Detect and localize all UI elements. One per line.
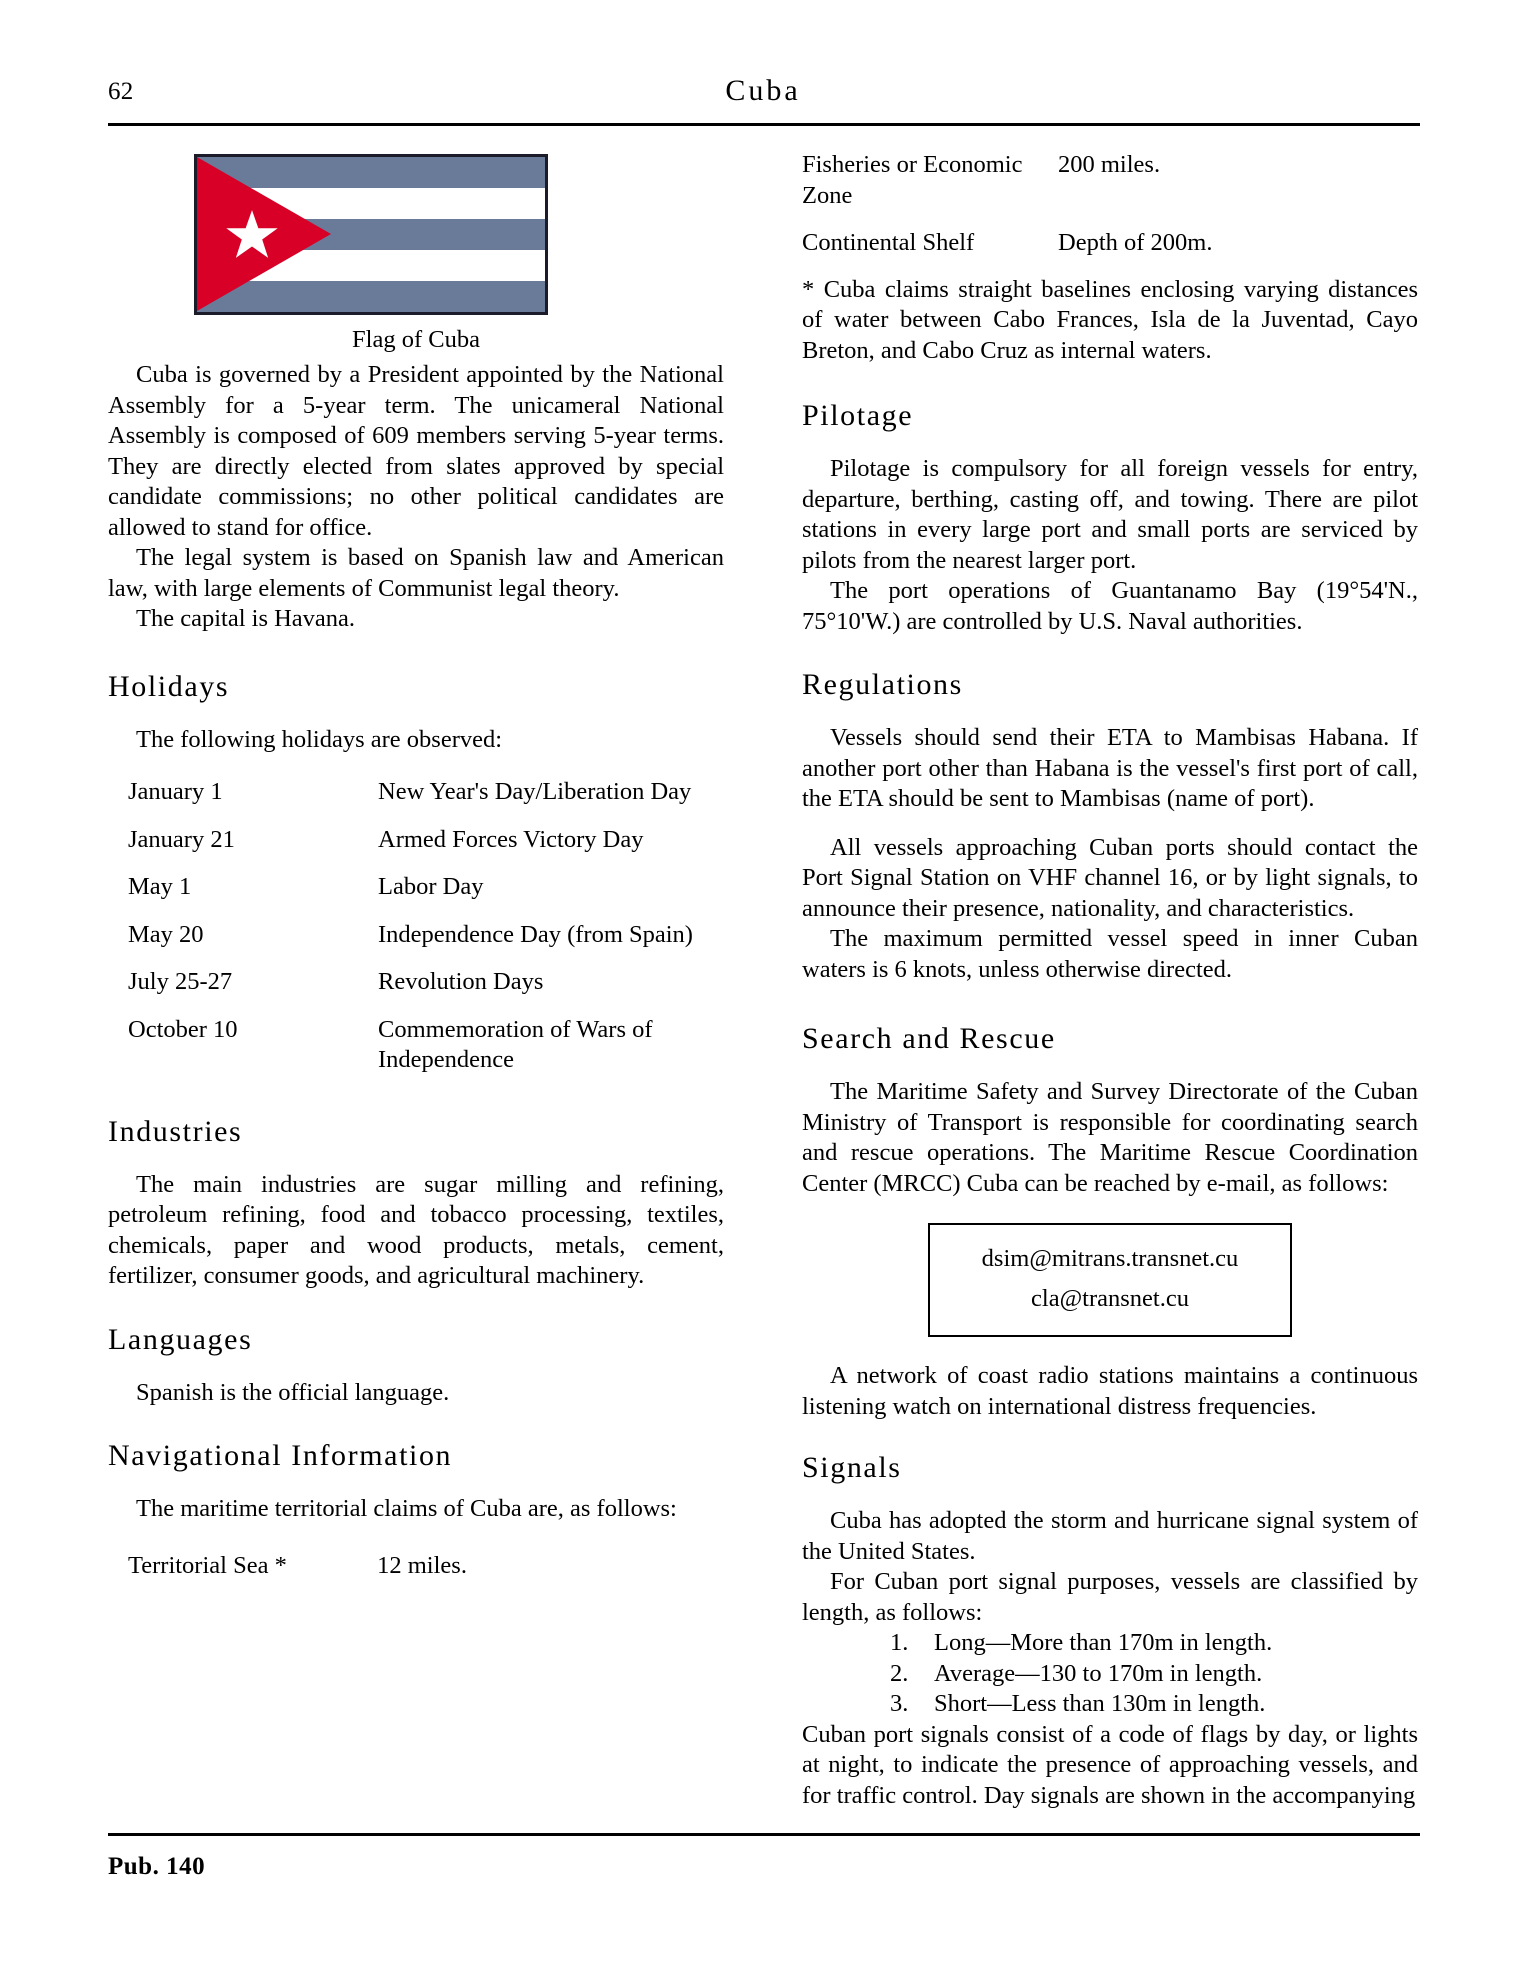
list-item-text: Short—Less than 130m in length. [934, 1690, 1266, 1717]
holiday-name: Armed Forces Victory Day [378, 825, 644, 853]
industries-paragraph: The main industries are sugar milling and refining, petroleum refining, food and tobacco processing, textiles, chemicals, paper and wood products, metals, cement, fertilizer, consumer goods, and agricultural machinery. [108, 1170, 724, 1289]
running-head [108, 74, 1418, 118]
signals-paragraph-3: Cuban port signals consist of a code of flags by day, or lights at night, to indicate the presence of approaching vessels, and for traffic control. Day signals are shown in the accompanying [802, 1720, 1418, 1809]
pilotage-paragraph-2: The port operations of Guantanamo Bay (19°54'N., 75°10'W.) are controlled by U.S. Naval authorities. [802, 577, 1418, 635]
flag-figure [108, 150, 724, 360]
holiday-date: October 10 [128, 1015, 238, 1043]
holiday-name: Commemoration of Wars of Independence [378, 1015, 653, 1073]
list-item [890, 1689, 1418, 1720]
table-row [108, 967, 724, 1015]
list-item-text: Long—More than 170m in length. [934, 1629, 1273, 1656]
claim-value: 12 miles. [377, 1551, 467, 1579]
search-rescue-paragraph: The Maritime Safety and Survey Directorate of the Cuban Ministry of Transport is responsible for coordinating search and rescue operations. The Maritime Rescue Coordination Center (MRCC) Cuba can be reached by e-mail, as follows: [802, 1078, 1418, 1197]
heading-holidays: Holidays [108, 669, 230, 703]
holiday-date: May 20 [128, 920, 204, 948]
heading-pilotage: Pilotage [802, 399, 914, 432]
list-item-number: 1. [890, 1629, 909, 1656]
flag-caption: Flag of Cuba [352, 326, 480, 353]
claim-term: Continental Shelf [802, 229, 975, 256]
heading-navigational-information: Navigational Information [108, 1439, 453, 1472]
table-row [108, 777, 724, 825]
heading-regulations: Regulations [802, 668, 963, 701]
flag-white-star [225, 208, 279, 262]
publication-number: Pub. 140 [108, 1853, 206, 1880]
footer-rule [108, 1833, 1420, 1836]
holiday-date: January 21 [128, 825, 235, 853]
signals-paragraph-1: Cuba has adopted the storm and hurricane signal system of the United States. [802, 1507, 1418, 1565]
capital-paragraph: The capital is Havana. [136, 605, 356, 632]
claim-value: 200 miles. [1058, 151, 1161, 178]
coast-radio-paragraph: A network of coast radio stations maintains a continuous listening watch on international distress frequencies. [802, 1362, 1418, 1420]
holiday-name: Independence Day (from Spain) [378, 920, 693, 948]
holidays-intro: The following holidays are observed: [136, 725, 503, 753]
signals-paragraph-2: For Cuban port signal purposes, vessels are classified by length, as follows: [802, 1568, 1418, 1626]
holiday-date: May 1 [128, 873, 192, 900]
left-column [108, 150, 724, 1581]
table-row [108, 825, 724, 873]
regulations-paragraph-2: All vessels approaching Cuban ports should contact the Port Signal Station on VHF channel 16, or by light signals, to announce their presence, nationality, and characteristics. [802, 833, 1418, 922]
regulations-paragraph-1: Vessels should send their ETA to Mambisas Habana. If another port other than Habana is the vessel's first port of call, the ETA should be sent to Mambisas (name of port). [802, 724, 1418, 812]
navinfo-intro: The maritime territorial claims of Cuba are, as follows: [136, 1495, 677, 1522]
regulations-paragraph-3: The maximum permitted vessel speed in inner Cuban waters is 6 knots, unless otherwise directed. [802, 925, 1418, 983]
email-contact-box [928, 1223, 1292, 1337]
table-row [108, 872, 724, 920]
claim-value: Depth of 200m. [1058, 229, 1213, 256]
holiday-name: Revolution Days [378, 968, 544, 995]
right-column [802, 150, 1418, 1811]
pilotage-paragraph-1: Pilotage is compulsory for all foreign vessels for entry, departure, berthing, casting off, and towing. There are pilot stations in every large port and small ports are serviced by pilots from the nearest larger port. [802, 455, 1418, 574]
email-address-secondary[interactable]: cla@transnet.cu [1031, 1285, 1189, 1312]
vessel-classification-list [802, 1628, 1418, 1720]
running-title: Cuba [725, 74, 801, 107]
holidays-table [108, 777, 724, 1076]
list-item [890, 1628, 1418, 1659]
claim-term: Fisheries or Economic Zone [802, 151, 1023, 209]
cuba-flag-image [194, 154, 548, 315]
holiday-date: July 25-27 [128, 968, 233, 995]
header-rule [108, 123, 1420, 126]
list-item-number: 2. [890, 1659, 909, 1687]
email-address-primary[interactable]: dsim@mitrans.transnet.cu [981, 1245, 1239, 1272]
maritime-claims-table-part1 [108, 1551, 724, 1582]
holiday-date: January 1 [128, 778, 223, 805]
table-row [108, 1551, 724, 1582]
table-row [108, 1015, 724, 1076]
legal-system-paragraph: The legal system is based on Spanish law and American law, with large elements of Communist legal theory. [108, 544, 724, 602]
claim-term: Territorial Sea * [128, 1551, 287, 1579]
heading-signals: Signals [802, 1451, 902, 1484]
list-item-number: 3. [890, 1690, 909, 1717]
claims-footnote: * Cuba claims straight baselines enclosing varying distances of water between Cabo Frances, Isla de la Juventad, Cayo Breton, and Cabo Cruz as internal waters. [802, 275, 1418, 364]
holiday-name: New Year's Day/Liberation Day [378, 778, 692, 805]
languages-paragraph: Spanish is the official language. [136, 1378, 450, 1406]
heading-search-and-rescue: Search and Rescue [802, 1022, 1056, 1055]
page-number: 62 [108, 78, 134, 105]
list-item [890, 1659, 1418, 1690]
heading-languages: Languages [108, 1322, 253, 1356]
table-row [802, 150, 1418, 228]
table-row [802, 228, 1418, 259]
list-item-text: Average—130 to 170m in length. [934, 1659, 1263, 1687]
government-paragraph: Cuba is governed by a President appointed by the National Assembly for a 5-year term. The unicameral National Assembly is composed of 609 members serving 5-year terms. They are directly elected from slates approved by special candidate commissions; no other political candidates are allowed to stand for office. [108, 361, 724, 541]
table-row [108, 920, 724, 968]
heading-industries: Industries [108, 1114, 243, 1148]
holiday-name: Labor Day [378, 873, 484, 900]
maritime-claims-table-part2 [802, 150, 1418, 259]
